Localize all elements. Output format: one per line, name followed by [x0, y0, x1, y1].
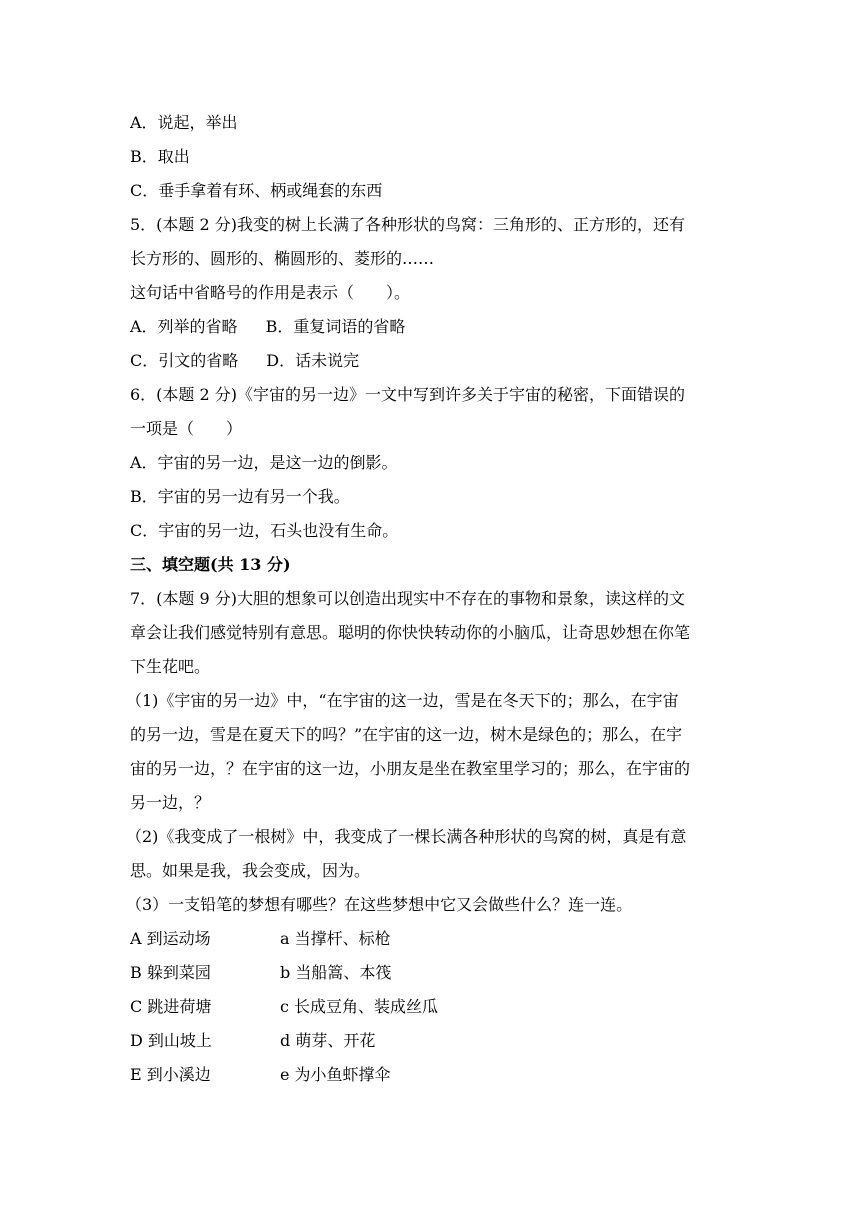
- match-left-item: B 躲到菜园: [130, 963, 211, 982]
- q5-options-row-2: [130, 346, 740, 380]
- q7-part1-line-4: 另一边，？: [130, 793, 211, 812]
- match-row: [130, 992, 740, 1026]
- q5-stem-line-1: 5．(本题 2 分)我变的树上长满了各种形状的鸟窝：三角形的、正方形的，还有: [130, 215, 686, 234]
- q5-options-row-1: [130, 312, 740, 346]
- q5-option-d: D．话未说完: [266, 351, 360, 370]
- match-row: [130, 1060, 740, 1094]
- q4-option-c: C．垂手拿着有环、柄或绳套的东西: [130, 181, 383, 200]
- q6-option-b: B．宇宙的另一边有另一个我。: [130, 487, 350, 506]
- match-right-item: c 长成豆角、装成丝瓜: [280, 997, 439, 1016]
- q5-stem-line-2: 长方形的、圆形的、椭圆形的、菱形的……: [130, 249, 435, 268]
- match-right-item: b 当船篙、本筏: [280, 963, 392, 982]
- q6-stem-line-1: 6．(本题 2 分)《宇宙的另一边》一文中写到许多关于宇宙的秘密，下面错误的: [130, 385, 686, 404]
- q6-option-c: C．宇宙的另一边，石头也没有生命。: [130, 521, 399, 540]
- section-3-heading: 三、填空题(共 13 分): [130, 555, 291, 574]
- match-left-item: D 到山坡上: [130, 1031, 212, 1050]
- match-row: [130, 958, 740, 992]
- q7-part2-line-2: 思。如果是我，我会变成，因为。: [130, 861, 371, 880]
- q7-part2-line-1: （2)《我变成了一根树》中，我变成了一棵长满各种形状的鸟窝的树，真是有意: [126, 827, 687, 846]
- q7-part3-line-1: （3）一支铅笔的梦想有哪些？在这些梦想中它又会做些什么？连一连。: [126, 895, 633, 914]
- q7-part1-line-2: 的另一边，雪是在夏天下的吗？”在宇宙的这一边，树木是绿色的；那么，在宇: [130, 725, 683, 744]
- match-row: [130, 1026, 740, 1060]
- q6-option-a: A．宇宙的另一边，是这一边的倒影。: [130, 453, 398, 472]
- q7-stem-line-1: 7．(本题 9 分)大胆的想象可以创造出现实中不存在的事物和景象，读这样的文: [130, 589, 686, 608]
- q5-option-a: A．列举的省略: [130, 317, 238, 336]
- q5-question: 这句话中省略号的作用是表示（ ）。: [130, 283, 411, 302]
- q7-part1-line-1: （1)《宇宙的另一边》中，“在宇宙的这一边，雪是在冬天下的；那么，在宇宙: [126, 691, 679, 710]
- q4-option-a: A．说起，举出: [130, 113, 238, 132]
- match-left-item: A 到运动场: [130, 929, 211, 948]
- match-row: [130, 924, 740, 958]
- match-right-item: a 当撑杆、标枪: [280, 929, 391, 948]
- q4-option-b: B．取出: [130, 147, 190, 166]
- q6-stem-line-2: 一项是（ ）: [130, 419, 243, 438]
- q7-part1-line-3: 宙的另一边，？在宇宙的这一边，小朋友是坐在教室里学习的；那么，在宇宙的: [130, 759, 691, 778]
- q7-stem-line-2: 章会让我们感觉特别有意思。聪明的你快快转动你的小脑瓜，让奇思妙想在你笔: [130, 623, 691, 642]
- exam-page: [126, 108, 740, 1094]
- match-left-item: E 到小溪边: [130, 1065, 211, 1084]
- q5-option-c: C．引文的省略: [130, 351, 239, 370]
- q7-stem-line-3: 下生花吧。: [130, 657, 211, 676]
- q5-option-b: B．重复词语的省略: [265, 317, 406, 336]
- match-right-item: e 为小鱼虾撑伞: [280, 1065, 391, 1084]
- match-right-item: d 萌芽、开花: [280, 1031, 376, 1050]
- match-left-item: C 跳进荷塘: [130, 997, 212, 1016]
